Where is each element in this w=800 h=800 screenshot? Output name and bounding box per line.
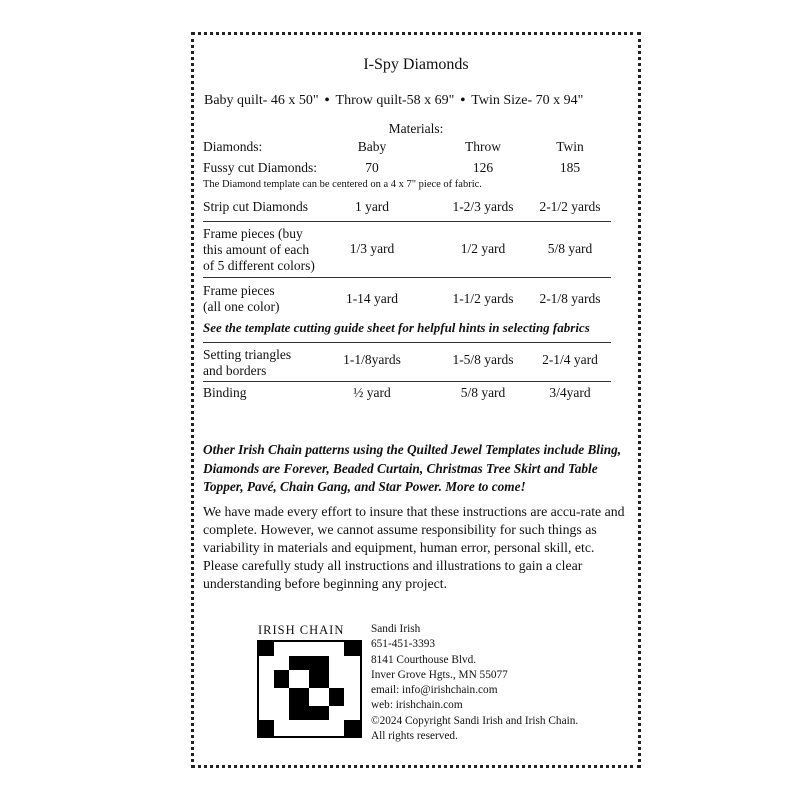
binding-label: Binding <box>203 385 247 400</box>
contact-block <box>371 622 631 744</box>
label-line: Setting triangles <box>203 347 292 362</box>
contact-web: web: irishchain.com <box>371 699 463 712</box>
rights: All rights reserved. <box>371 730 458 743</box>
fussy-throw: 126 <box>472 160 494 175</box>
contact-address: 8141 Courthouse Blvd. <box>371 653 477 666</box>
header-baby: Baby <box>357 139 387 154</box>
label-line: Frame pieces <box>203 283 275 298</box>
frame-each-throw: 1/2 yard <box>460 241 506 256</box>
fussy-label: Fussy cut Diamonds: <box>203 160 318 175</box>
setting-label <box>203 347 291 379</box>
frame-each-baby: 1/3 yard <box>349 241 395 256</box>
page-title: I-Spy Diamonds <box>363 56 469 73</box>
cutting-guide-note: See the template cutting guide sheet for helpful hints in selecting fabrics <box>203 320 590 335</box>
setting-baby: 1-1/8yards <box>343 352 401 367</box>
header-throw: Throw <box>465 139 501 154</box>
label-line: (all one color) <box>203 299 280 314</box>
label-line: this amount of each <box>203 242 310 257</box>
frame-each-label <box>203 226 315 274</box>
header-twin: Twin <box>556 139 584 154</box>
binding-throw: 5/8 yard <box>460 385 506 400</box>
binding-twin: 3/4yard <box>549 385 591 400</box>
binding-baby: ½ yard <box>353 385 391 400</box>
strip-baby: 1 yard <box>354 199 390 214</box>
frame-one-throw: 1-1/2 yards <box>452 291 514 306</box>
frame-one-label <box>203 283 279 315</box>
separator: • <box>324 93 330 108</box>
fussy-baby: 70 <box>365 160 379 175</box>
label-line: and borders <box>203 363 267 378</box>
other-patterns-paragraph: Other Irish Chain patterns using the Quilted Jewel Templates include Bling, Diamonds are Forever, Beaded Curtain, Christmas Tree Skirt and Table Topper, Pavé, Chain Gang, and Star Power. More to come! <box>203 442 622 494</box>
contact-email: email: info@irishchain.com <box>371 684 498 697</box>
strip-throw: 1-2/3 yards <box>452 199 514 214</box>
disclaimer-paragraph: We have made every effort to insure that these instructions are accu-rate and complete. However, we cannot assume responsibility for such things as variability in materials and equipment, human error, personal skill, etc. Please carefully study all instructions and illustrations to gain a clear understanding before beginning any project. <box>203 504 625 591</box>
frame-one-twin: 2-1/8 yards <box>539 291 601 306</box>
quilt-sizes <box>204 93 583 109</box>
divider <box>203 221 611 222</box>
setting-throw: 1-5/8 yards <box>452 352 514 367</box>
irish-chain-logo <box>257 640 362 738</box>
contact-city: Inver Grove Hgts., MN 55077 <box>371 668 508 681</box>
label-line: Frame pieces (buy <box>203 226 303 241</box>
baby-size: Baby quilt- 46 x 50" <box>204 93 319 108</box>
throw-size: Throw quilt-58 x 69" <box>335 93 455 108</box>
divider <box>203 381 611 382</box>
frame-each-twin: 5/8 yard <box>547 241 593 256</box>
label-line: of 5 different colors) <box>203 258 315 273</box>
logo-wordmark: IRISH CHAIN <box>258 623 345 637</box>
materials-heading: Materials: <box>388 121 444 136</box>
separator: • <box>460 93 466 108</box>
divider <box>203 277 611 278</box>
strip-label: Strip cut Diamonds <box>203 199 308 214</box>
setting-twin: 2-1/4 yard <box>542 352 598 367</box>
divider <box>203 342 611 343</box>
copyright: ©2024 Copyright Sandi Irish and Irish Chain. <box>371 714 579 727</box>
contact-name: Sandi Irish <box>371 623 421 635</box>
template-note: The Diamond template can be centered on a 4 x 7" piece of fabric. <box>203 179 482 190</box>
fussy-twin: 185 <box>559 160 581 175</box>
strip-twin: 2-1/2 yards <box>539 199 601 214</box>
twin-size: Twin Size- 70 x 94" <box>471 93 584 108</box>
contact-phone: 651-451-3393 <box>371 638 436 651</box>
header-diamonds: Diamonds: <box>203 139 263 154</box>
frame-one-baby: 1-14 yard <box>345 291 399 306</box>
